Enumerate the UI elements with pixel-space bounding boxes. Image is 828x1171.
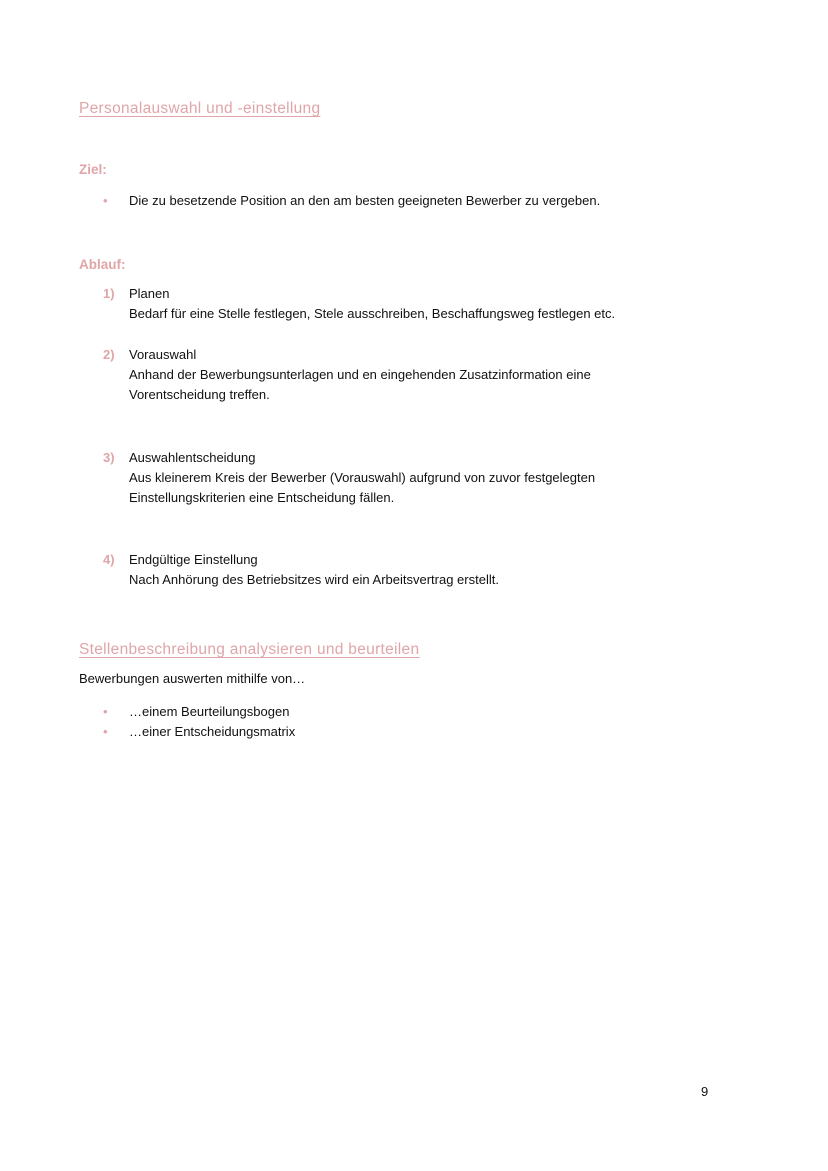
section-title-personalauswahl: Personalauswahl und -einstellung	[79, 100, 321, 117]
step-line: Bedarf für eine Stelle festlegen, Stele ausschreiben, Beschaffungsweg festlegen etc.	[129, 306, 616, 321]
step-line: Vorentscheidung treffen.	[129, 387, 270, 402]
step-number: 1)	[103, 286, 115, 301]
step-line: Einstellungskriterien eine Entscheidung fällen.	[129, 490, 395, 505]
step-number: 4)	[103, 552, 115, 567]
step-number: 3)	[103, 450, 115, 465]
step-item-einstellung	[129, 550, 499, 590]
bullet-icon: •	[103, 724, 108, 739]
section2-intro: Bewerbungen auswerten mithilfe von…	[79, 671, 306, 686]
step-title: Endgültige Einstellung	[129, 552, 258, 567]
step-item-vorauswahl	[129, 345, 591, 405]
bullet-icon: •	[103, 704, 108, 719]
step-number: 2)	[103, 347, 115, 362]
list-item: …einer Entscheidungsmatrix	[129, 724, 296, 739]
step-title: Vorauswahl	[129, 347, 197, 362]
step-line: Aus kleinerem Kreis der Bewerber (Vorauswahl) aufgrund von zuvor festgelegten	[129, 470, 596, 485]
step-title: Planen	[129, 286, 170, 301]
list-item: …einem Beurteilungsbogen	[129, 704, 290, 719]
ziel-heading: Ziel:	[79, 162, 107, 177]
ablauf-heading: Ablauf:	[79, 257, 126, 272]
step-title: Auswahlentscheidung	[129, 450, 256, 465]
section-title-stellenbeschreibung: Stellenbeschreibung analysieren und beurteilen	[79, 641, 420, 658]
bullet-icon: •	[103, 193, 108, 208]
step-line: Anhand der Bewerbungsunterlagen und en eingehenden Zusatzinformation eine	[129, 367, 591, 382]
step-item-auswahlentscheidung	[129, 448, 595, 508]
step-line: Nach Anhörung des Betriebsitzes wird ein Arbeitsvertrag erstellt.	[129, 572, 499, 587]
ziel-bullet-text: Die zu besetzende Position an den am besten geeigneten Bewerber zu vergeben.	[129, 193, 601, 208]
step-item-planen	[129, 284, 615, 324]
page-number: 9	[701, 1084, 709, 1099]
